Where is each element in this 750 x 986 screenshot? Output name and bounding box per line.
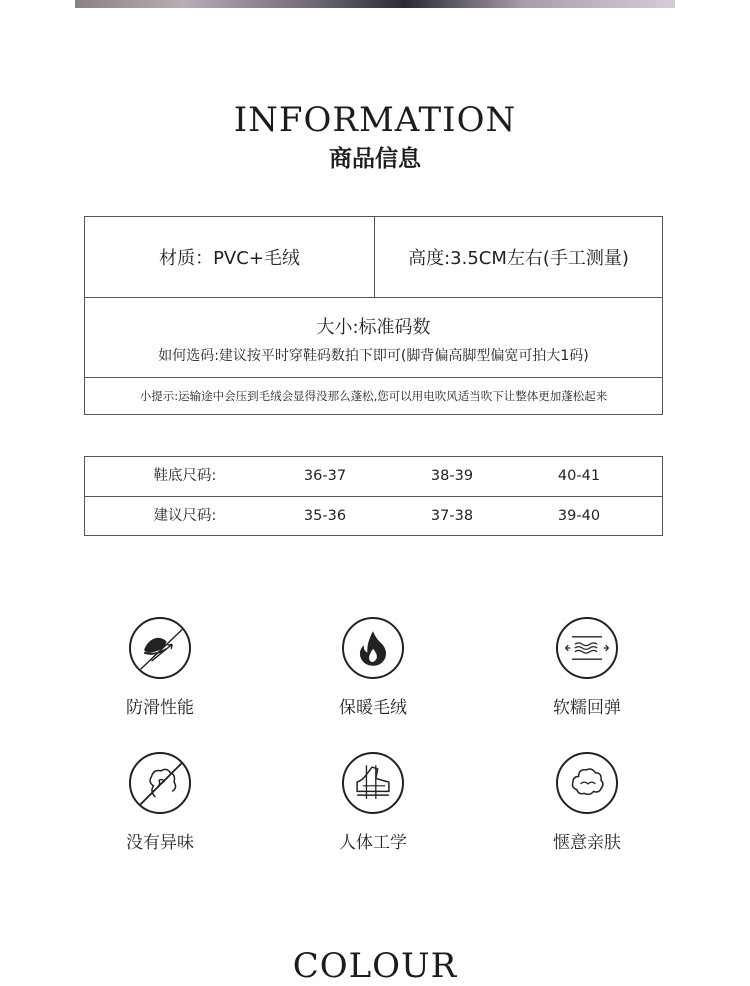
row-label: 鞋底尺码: — [153, 468, 217, 484]
feature-label: 软糯回弹 — [553, 698, 621, 718]
feature-label: 没有异味 — [126, 833, 194, 853]
colour-heading: COLOUR — [292, 946, 458, 986]
feature-ergonomic — [303, 752, 443, 853]
cotton-icon — [556, 752, 618, 814]
info-tip: 小提示:运输途中会压到毛绒会显得没那么蓬松,您可以用电吹风适当吹下让整体更加蓬松起来 — [139, 388, 608, 403]
size-advice: 如何选码:建议按平时穿鞋码数拍下即可(脚背偏高脚型偏宽可拍大1码) — [158, 348, 589, 364]
table-row — [85, 457, 662, 497]
information-heading: INFORMATION — [233, 100, 517, 140]
product-info-table — [84, 216, 663, 415]
feature-label: 惬意亲肤 — [553, 833, 621, 853]
soft-wave-icon — [556, 617, 618, 679]
size-chart-table — [84, 456, 663, 536]
feature-warm-plush — [303, 617, 443, 718]
height-cell: 高度:3.5CM左右(手工测量) — [408, 248, 629, 269]
feature-label: 保暖毛绒 — [339, 698, 407, 718]
size-value: 37-38 — [430, 508, 474, 524]
ergonomic-foot-icon — [342, 752, 404, 814]
no-odor-icon — [129, 752, 191, 814]
info-row-size — [85, 297, 662, 378]
size-value: 38-39 — [430, 468, 474, 484]
anti-slip-shoe-icon — [129, 617, 191, 679]
feature-label: 防滑性能 — [126, 698, 194, 718]
feature-no-odor — [90, 752, 230, 853]
info-row-material-height — [85, 217, 662, 298]
feature-soft-rebound — [517, 617, 657, 718]
product-photo-strip — [75, 0, 675, 8]
size-title: 大小:标准码数 — [316, 317, 431, 338]
material-cell: 材质：PVC+毛绒 — [85, 217, 375, 297]
information-subheading: 商品信息 — [329, 146, 421, 172]
size-value: 39-40 — [557, 508, 601, 524]
size-value: 40-41 — [557, 468, 601, 484]
feature-skin-friendly — [517, 752, 657, 853]
flame-icon — [342, 617, 404, 679]
row-label: 建议尺码: — [153, 508, 217, 524]
feature-label: 人体工学 — [339, 833, 407, 853]
feature-anti-slip — [90, 617, 230, 718]
size-value: 36-37 — [303, 468, 347, 484]
table-row — [85, 497, 662, 536]
size-value: 35-36 — [303, 508, 347, 524]
